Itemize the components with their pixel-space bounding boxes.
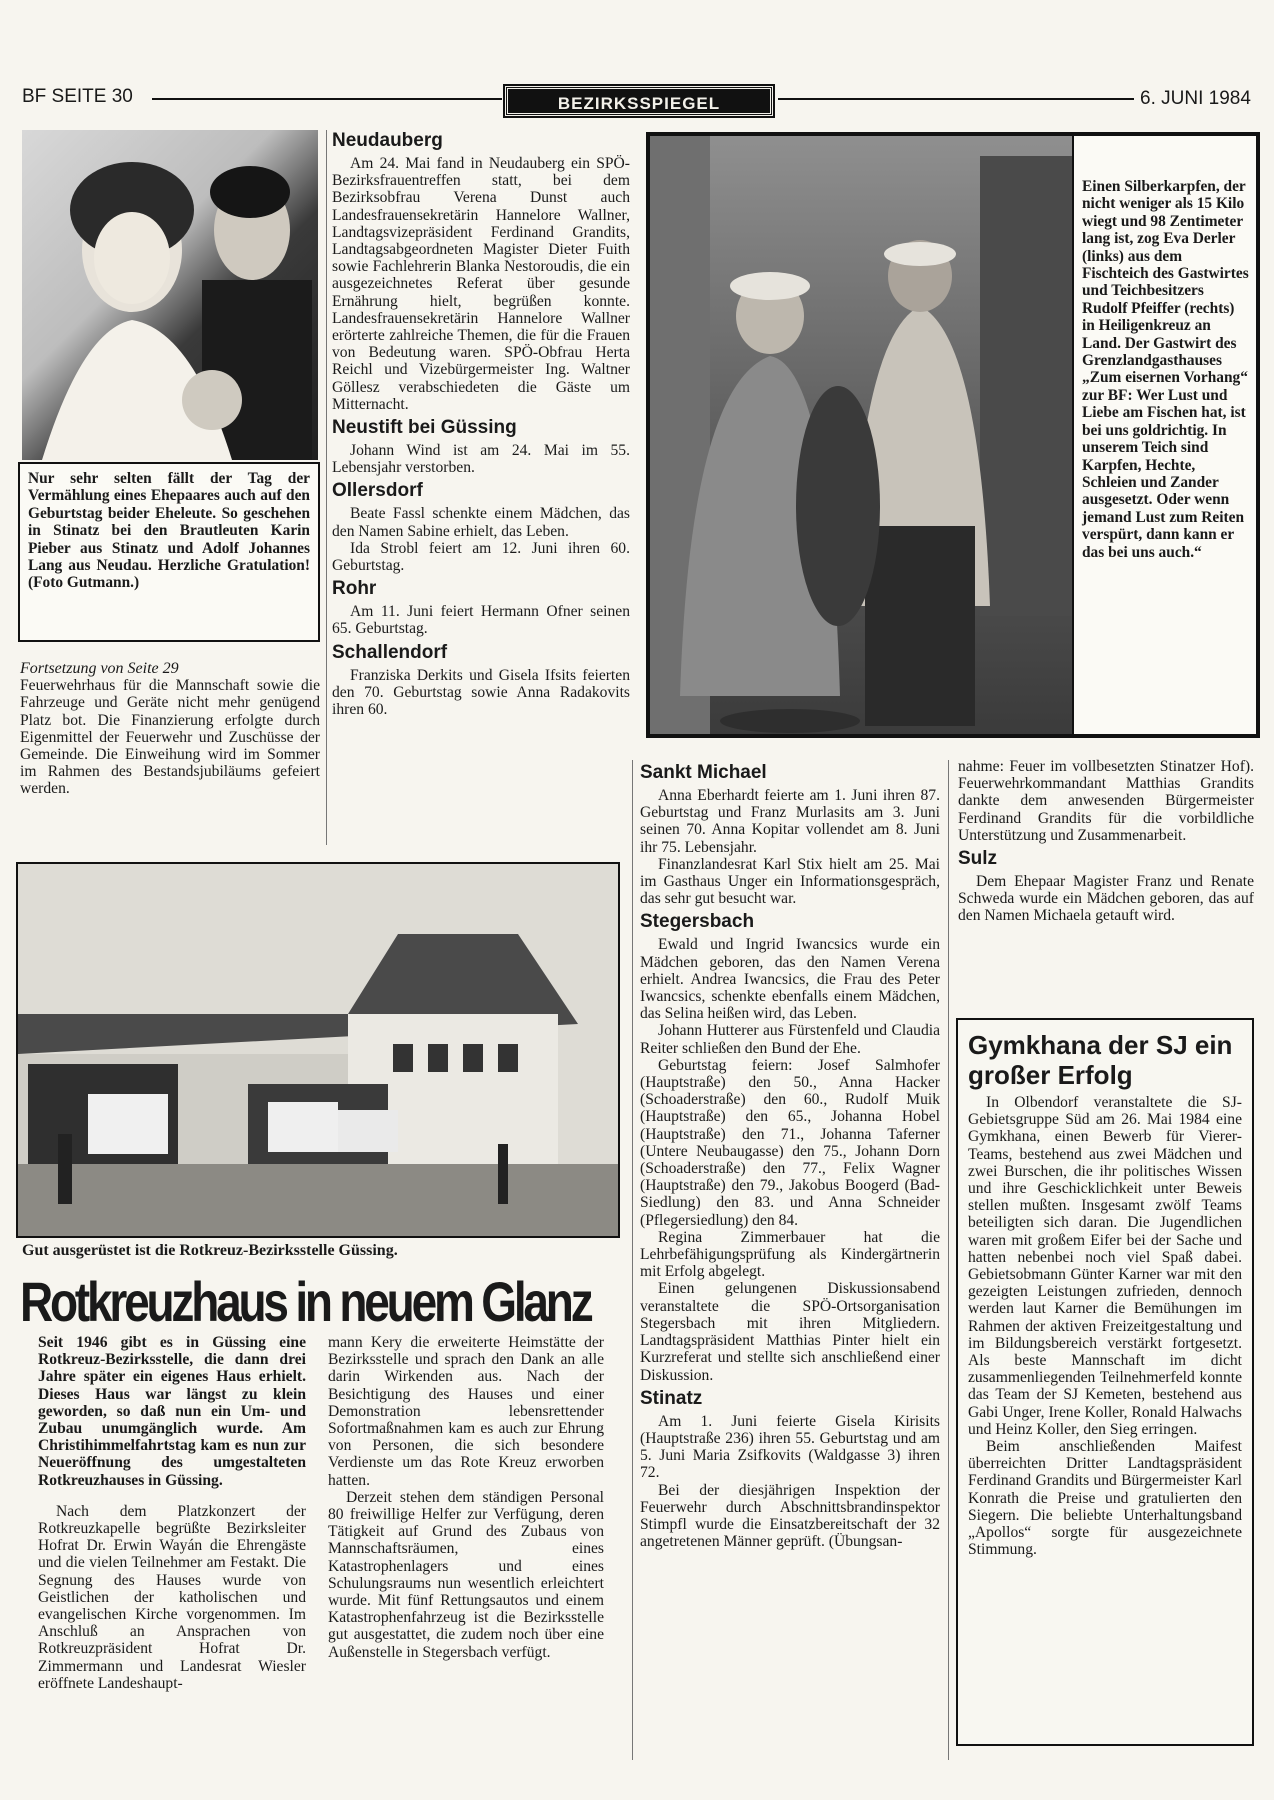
gymkhana-box — [956, 1018, 1254, 1746]
header-rule-right — [778, 98, 1134, 100]
text-stegersbach-3: Geburtstag feiern: Josef Salmhofer (Hauptstraße) den 50., Anna Hacker (Schoaderstraße) den 60., Rudolf Muik (Hauptstraße) den 65., Johanna Hobel (Hauptstraße) den 71., Johanna Taferner (Untere Neubaugasse) den 75., Johann Dorn (Schoaderstraße) den 77., Felix Wagner (Hauptstraße) den 79., Jakobus Boogerd (Bad-Siedlung) den 83. und Anna Schneider (Pflegersiedlung) den 84. — [640, 1056, 940, 1229]
continuation-label: Fortsetzung von Seite 29 — [20, 660, 179, 677]
wedding-couple-icon — [22, 130, 318, 460]
text-ollersdorf-1: Beate Fassl schenkte einem Mädchen, das den Namen Sabine erhielt, das Leben. — [332, 505, 630, 540]
gymkhana-text-1: In Olbendorf veranstaltete die SJ-Gebietsgruppe Süd am 26. Mai 1984 eine Gymkhana, einen Bewerb für Vierer-Teams, bestehend aus zwei Mädchen und zwei Burschen, die ihr politisches Wissen und ihre Geschicklichkeit unter Beweis stellen mußten. Insgesamt zwölf Teams beteiligten sich daran. Die Jugendlichen waren mit großem Eifer bei der Sache und hatten nebenbei noch viel Spaß dabei. Gebietsobmann Günter Karner war mit den gezeigten Leistungen zufrieden, dennoch werden laut Karner die Bemühungen im Rahmen der aktiven Freizeitgestaltung und im Bildungsbereich verstärkt fortgesetzt. Als beste Mannschaft im dicht zusammenliegenden Teilnehmerfeld konnte das Team der SJ Kemeten, bestehend aus Gabi Unger, Irene Koller, Ronald Halwachs und Heinz Koller, den Sieg erringen. — [968, 1094, 1242, 1438]
heading-neudauberg: Neudauberg — [332, 130, 443, 151]
redcross-headline: Rotkreuzhaus in neuem Glanz — [20, 1270, 591, 1333]
text-stegersbach-5: Einen gelungenen Diskussionsabend veranstaltete die SPÖ-Ortsorganisation Stegersbach mit ihren Mitgliedern. Landtagspräsident Matthias Pinter hielt ein Kurzreferat und stellte sich anschließend einer Diskussion. — [640, 1280, 940, 1384]
text-ollersdorf-2: Ida Strobl feiert am 12. Juni ihren 60. Geburtstag. — [332, 539, 630, 575]
heading-rohr: Rohr — [332, 578, 377, 600]
gymkhana-headline: Gymkhana der SJ ein großer Erfolg — [968, 1030, 1233, 1090]
text-stinatz-1: Am 1. Juni feierte Gisela Kirisits (Hauptstraße 236) ihren 55. Geburtstag und am 5. Juni Maria Zsifkovits (Waldgasse 3) ihren 72. — [640, 1412, 940, 1482]
section-label: BEZIRKSSPIEGEL — [505, 86, 773, 116]
redcross-body-1: Nach dem Platzkonzert der Rotkreuzkapelle begrüßte Bezirksleiter Hofrat Dr. Erwin Wayán die Ehrengäste und die vielen Teilnehmer am Festakt. Die Segnung des Hauses wurde von Geistlichen der katholischen und evangelischen Kirche vorgenommen. Im Anschluß an Ansprachen von Rotkreuzpräsident Hofrat Dr. Zimmermann und Landesrat Wiesler eröffnete Landeshaupt- — [38, 1502, 306, 1692]
text-stegersbach-2: Johann Hutterer aus Fürstenfeld und Claudia Reiter schließen den Bund der Ehe. — [640, 1022, 940, 1057]
building-icon — [18, 864, 618, 1236]
text-schallendorf: Franziska Derkits und Gisela Ifsits feierten den 70. Geburtstag sowie Anna Radakovits ihren 60. — [332, 666, 630, 719]
issue-date: 6. JUNI 1984 — [1140, 88, 1251, 109]
column-separator-3 — [948, 760, 949, 1760]
text-stinatz-continued: nahme: Feuer im vollbesetzten Stinatzer Hof). Feuerwehrkommandant Matthias Grandits dankte dem anwesenden Bürgermeister Ferdinand Grandits für die vorbildliche Unterstützung und Zusammenarbeit. — [958, 758, 1254, 844]
column-separator-2 — [632, 760, 633, 1760]
column-separator-1 — [326, 130, 327, 845]
fish-caption-box — [1074, 136, 1256, 734]
fish-photo — [650, 136, 1072, 734]
redcross-col-a — [38, 1334, 306, 1692]
fish-photo-frame — [646, 132, 1260, 738]
text-neustift: Johann Wind ist am 24. Mai im 55. Lebensjahr verstorben. — [332, 442, 630, 477]
redcross-photo-caption: Gut ausgerüstet ist die Rotkreuz-Bezirksstelle Güssing. — [22, 1242, 398, 1259]
header-rule-left — [152, 98, 502, 100]
redcross-lead: Seit 1946 gibt es in Güssing eine Rotkreuz-Bezirksstelle, die dann drei Jahre später ein eigenes Haus erhielt. Dieses Haus war längst zu klein geworden, so daß nun ein Um- und Zubau unumgänglich wurde. Am Christihimmelfahrtstag kam es nun zur Neueröffnung des umgestalteten Rotkreuzhauses in Güssing. — [38, 1334, 306, 1489]
column-5 — [958, 758, 1254, 925]
heading-neustift: Neustift bei Güssing — [332, 417, 517, 439]
fishermen-icon — [650, 136, 1072, 734]
fish-caption: Einen Silberkarpfen, der nicht weniger als 15 Kilo wiegt und 98 Zentimeter lang ist, zog Eva Derler (links) aus dem Fischteich des Gastwirtes und Teichbesitzers Rudolf Pfeiffer (rechts) in Heiligenkreuz an Land. Der Gastwirt des Grenzlandgasthauses „Zum eisernen Vorhang“ zur BF: Wer Lust und Liebe am Fischen hat, ist bei uns goldrichtig. In unserem Teich sind Karpfen, Hechte, Schleien und Zander ausgesetzt. Oder wenn jemand Lust zum Reiten verspürt, dann kann er das bei uns auch.“ — [1082, 178, 1249, 561]
heading-stinatz: Stinatz — [640, 1387, 703, 1409]
wedding-caption: Nur sehr selten fällt der Tag der Vermählung eines Ehepaares auch auf den Geburtstag beider Eheleute. So geschehen in Stinatz bei den Brautleuten Karin Pieber aus Stinatz und Adolf Johannes Lang aus Neudau. Herzliche Gratulation! (Foto Gutmann.) — [28, 470, 310, 592]
text-sankt-michael-2: Finanzlandesrat Karl Stix hielt am 25. Mai im Gasthaus Unger ein Informationsgespräch, das sehr gut besucht war. — [640, 855, 940, 908]
redcross-body-2: mann Kery die erweiterte Heimstätte der Bezirksstelle und sprach den Dank an alle darin Wirkenden aus. Nach der Besichtigung des Hauses und einer Demonstration lebensrettender Sofortmaßnahmen kam es auch zur Ehrung von Personen, die sich besondere Verdienste um das Rote Kreuz erworben hatten. — [328, 1334, 604, 1489]
text-stegersbach-1: Ewald und Ingrid Iwancsics wurde ein Mädchen geboren, das den Namen Verena erhielt. Andrea Iwancsics, die Frau des Peter Iwancsics, schenkte ebenfalls einem Mädchen, das Selina heißen wird, das Leben. — [640, 936, 940, 1023]
heading-sankt-michael: Sankt Michael — [640, 762, 767, 783]
heading-schallendorf: Schallendorf — [332, 641, 448, 663]
redcross-photo — [16, 862, 620, 1238]
text-stinatz-2: Bei der diesjährigen Inspektion der Feuerwehr durch Abschnittsbrandinspektor Stimpfl wurde die Einsatzbereitschaft der 32 angetretenen Männer geprüft. (Übungsan- — [640, 1481, 940, 1551]
column-4 — [640, 758, 940, 1550]
text-stegersbach-4: Regina Zimmerbauer hat die Lehrbefähigungsprüfung als Kindergärtnerin mit Erfolg abgelegt. — [640, 1228, 940, 1281]
heading-ollersdorf: Ollersdorf — [332, 480, 423, 502]
continuation-text: Feuerwehrhaus für die Mannschaft sowie die Fahrzeuge und Geräte nicht mehr genügend Platz bot. Die Finanzierung erfolgte durch Eigenmittel der Feuerwehr und Zuschüsse der Gemeinde. Die Einweihung wird im Sommer im Rahmen des Bestandsjubiläums gefeiert werden. — [20, 677, 320, 798]
heading-sulz: Sulz — [958, 848, 998, 870]
redcross-body-3: Derzeit stehen dem ständigen Personal 80 freiwillige Helfer zur Verfügung, deren Tätigkeit auf Grund des Zubaus von Mannschaftsräumen, eines Katastrophenlagers und eines Schulungsraums nun wesentlich erleichtert wurde. Mit fünf Rettungsautos und einem Katastrophenfahrzeug ist die Bezirksstelle gut ausgestattet, die zudem noch über eine Außenstelle in Stegersbach verfügt. — [328, 1488, 604, 1661]
gymkhana-text-2: Beim anschließenden Maifest überreichten Dritter Landtagspräsident Ferdinand Grandits und Bürgermeister Karl Konrath die Preise und gratulierten den Siegern. Die beliebte Unterhaltungsband „Apollos“ sorgte für ausgezeichnete Stimmung. — [968, 1438, 1242, 1559]
page-number: BF SEITE 30 — [22, 86, 133, 107]
text-sankt-michael-1: Anna Eberhardt feierte am 1. Juni ihren 87. Geburtstag und Franz Murlasits am 3. Juni seinen 70. Anna Kopitar vollendet am 8. Juni ihr 75. Lebensjahr. — [640, 787, 940, 856]
redcross-col-b — [328, 1334, 604, 1661]
text-sulz: Dem Ehepaar Magister Franz und Renate Schweda wurde ein Mädchen geboren, das auf den Namen Michaela getauft wird. — [958, 873, 1254, 925]
text-rohr: Am 11. Juni feiert Hermann Ofner seinen 65. Geburtstag. — [332, 603, 630, 638]
text-neudauberg: Am 24. Mai fand in Neudauberg ein SPÖ-Bezirksfrauentreffen statt, bei dem Bezirksobfrau Verena Dunst auch Landesfrauensekretärin Hannelore Wallner, Landtagsvizepräsident Ferdinand Grandits, Landtagsabgeordneten Magister Dieter Fuith sowie Fachlehrerin Blanka Nestoroudis, die ein ausgezeichnetes Referat über gesunde Ernährung hielt, begrüßen konnte. Landesfrauensekretärin Hannelore Wallner erörterte zahlreiche Themen, die für die Frauen von Bedeutung waren. SPÖ-Obfrau Herta Reichl und Vizebürgermeister Ing. Waltner Göllesz verabschiedeten die Gäste um Mitternacht. — [332, 155, 630, 413]
column-2 — [332, 126, 630, 718]
continuation-block — [20, 660, 320, 798]
wedding-photo — [22, 130, 318, 460]
heading-stegersbach: Stegersbach — [640, 911, 755, 933]
wedding-caption-box — [18, 462, 320, 642]
